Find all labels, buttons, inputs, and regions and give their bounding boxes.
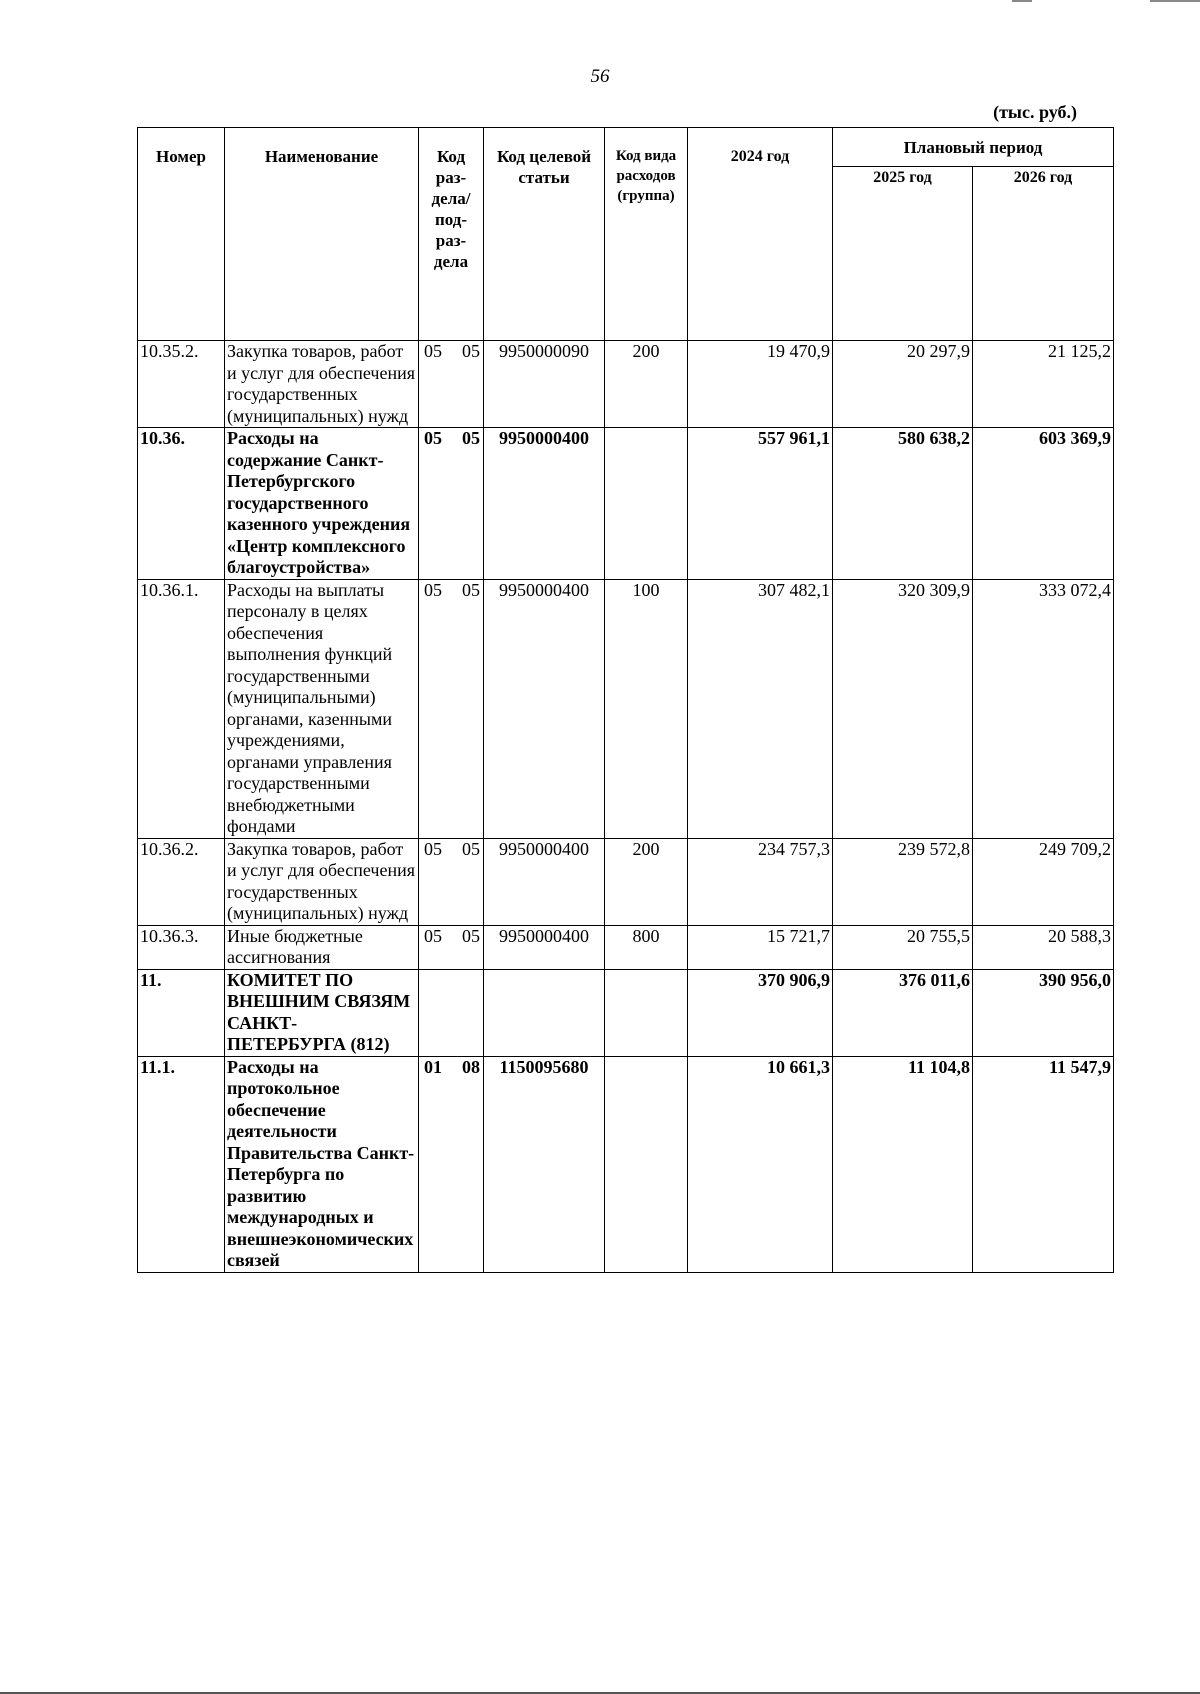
row-amount-2026: 333 072,4 bbox=[973, 579, 1114, 838]
header-planning-period: Плановый период bbox=[833, 128, 1114, 167]
header-expense-group: Код вида расходов (группа) bbox=[605, 128, 688, 341]
row-number: 10.36.1. bbox=[138, 579, 225, 838]
row-amount-2025: 580 638,2 bbox=[833, 428, 973, 580]
row-expense-group: 200 bbox=[605, 341, 688, 428]
row-expense-group: 100 bbox=[605, 579, 688, 838]
row-amount-2025: 239 572,8 bbox=[833, 838, 973, 925]
scan-edge-mark-top-right bbox=[1150, 0, 1200, 2]
row-amount-2024: 307 482,1 bbox=[688, 579, 833, 838]
row-podrazdel: 05 bbox=[462, 579, 480, 600]
row-amount-2026: 603 369,9 bbox=[973, 428, 1114, 580]
table-row bbox=[138, 579, 1114, 838]
row-amount-2025: 20 755,5 bbox=[833, 925, 973, 969]
table-row bbox=[138, 838, 1114, 925]
table-row bbox=[138, 341, 1114, 428]
row-section-code bbox=[419, 1056, 484, 1272]
row-name: Расходы на содержание Санкт-Петербургского государственного казенного учреждения «Центр комплексного благоустройства» bbox=[225, 428, 419, 580]
row-podrazdel: 05 bbox=[462, 925, 480, 946]
row-razdel: 05 bbox=[424, 838, 442, 859]
row-amount-2024: 19 470,9 bbox=[688, 341, 833, 428]
row-target-code: 9950000400 bbox=[484, 428, 605, 580]
budget-table bbox=[137, 127, 1114, 1273]
table-row bbox=[138, 969, 1114, 1056]
table-row bbox=[138, 925, 1114, 969]
table-header bbox=[138, 128, 1114, 341]
row-amount-2026: 11 547,9 bbox=[973, 1056, 1114, 1272]
row-target-code bbox=[484, 969, 605, 1056]
row-amount-2025: 376 011,6 bbox=[833, 969, 973, 1056]
row-number: 10.35.2. bbox=[138, 341, 225, 428]
row-razdel: 05 bbox=[424, 341, 442, 361]
row-amount-2026: 21 125,2 bbox=[973, 341, 1114, 428]
row-name: Расходы на выплаты персоналу в целях обеспечения выполнения функций государственными (муниципальными) органами, казенными учреждениями, органами управления государственными внебюджетными фондами bbox=[225, 579, 419, 838]
row-name: Закупка товаров, работ и услуг для обеспечения государственных (муниципальных) нужд bbox=[225, 341, 419, 428]
row-section-code bbox=[419, 969, 484, 1056]
units-label: (тыс. руб.) bbox=[993, 102, 1077, 122]
row-amount-2025: 11 104,8 bbox=[833, 1056, 973, 1272]
row-amount-2025: 20 297,9 bbox=[833, 341, 973, 428]
row-target-code: 9950000400 bbox=[484, 579, 605, 838]
scan-edge-mark-top bbox=[1012, 0, 1032, 2]
row-section-code bbox=[419, 838, 484, 925]
table-row bbox=[138, 428, 1114, 580]
row-amount-2024: 234 757,3 bbox=[688, 838, 833, 925]
row-name: Расходы на протокольное обеспечение деятельности Правительства Санкт-Петербурга по развитию международных и внешнеэкономических связей bbox=[225, 1056, 419, 1272]
row-razdel: 05 bbox=[424, 579, 442, 600]
row-section-code bbox=[419, 428, 484, 580]
row-expense-group: 200 bbox=[605, 838, 688, 925]
row-number: 10.36. bbox=[138, 428, 225, 580]
header-name: Наименование bbox=[225, 128, 419, 341]
row-amount-2025: 320 309,9 bbox=[833, 579, 973, 838]
table-body bbox=[138, 341, 1114, 1273]
row-amount-2026: 390 956,0 bbox=[973, 969, 1114, 1056]
row-target-code: 9950000400 bbox=[484, 925, 605, 969]
row-podrazdel: 05 bbox=[462, 838, 480, 859]
row-amount-2026: 249 709,2 bbox=[973, 838, 1114, 925]
row-expense-group bbox=[605, 1056, 688, 1272]
row-number: 10.36.2. bbox=[138, 838, 225, 925]
row-amount-2024: 15 721,7 bbox=[688, 925, 833, 969]
row-razdel: 05 bbox=[424, 925, 442, 946]
row-expense-group bbox=[605, 969, 688, 1056]
table-row bbox=[138, 1056, 1114, 1272]
header-year-2026: 2026 год bbox=[973, 167, 1114, 341]
row-amount-2024: 10 661,3 bbox=[688, 1056, 833, 1272]
row-amount-2024: 557 961,1 bbox=[688, 428, 833, 580]
row-razdel: 01 bbox=[424, 1056, 442, 1077]
row-amount-2024: 370 906,9 bbox=[688, 969, 833, 1056]
row-podrazdel: 05 bbox=[462, 428, 480, 448]
row-section-code bbox=[419, 579, 484, 838]
header-section-code: Код раз-дела/ под-раз-дела bbox=[419, 128, 484, 341]
row-number: 11. bbox=[138, 969, 225, 1056]
row-target-code: 9950000090 bbox=[484, 341, 605, 428]
header-year-2024: 2024 год bbox=[688, 128, 833, 341]
row-podrazdel: 05 bbox=[462, 341, 480, 361]
page-number: 56 bbox=[590, 66, 610, 87]
row-expense-group: 800 bbox=[605, 925, 688, 969]
row-target-code: 1150095680 bbox=[484, 1056, 605, 1272]
row-podrazdel: 08 bbox=[462, 1056, 480, 1077]
row-razdel: 05 bbox=[424, 428, 442, 448]
row-amount-2026: 20 588,3 bbox=[973, 925, 1114, 969]
header-number: Номер bbox=[138, 128, 225, 341]
row-name: КОМИТЕТ ПО ВНЕШНИМ СВЯЗЯМ САНКТ-ПЕТЕРБУРГА (812) bbox=[225, 969, 419, 1056]
row-expense-group bbox=[605, 428, 688, 580]
row-section-code bbox=[419, 925, 484, 969]
row-number: 10.36.3. bbox=[138, 925, 225, 969]
header-target-code: Код целевой статьи bbox=[484, 128, 605, 341]
row-name: Иные бюджетные ассигнования bbox=[225, 925, 419, 969]
header-year-2025: 2025 год bbox=[833, 167, 973, 341]
row-section-code bbox=[419, 341, 484, 428]
row-number: 11.1. bbox=[138, 1056, 225, 1272]
row-name: Закупка товаров, работ и услуг для обеспечения государственных (муниципальных) нужд bbox=[225, 838, 419, 925]
row-target-code: 9950000400 bbox=[484, 838, 605, 925]
